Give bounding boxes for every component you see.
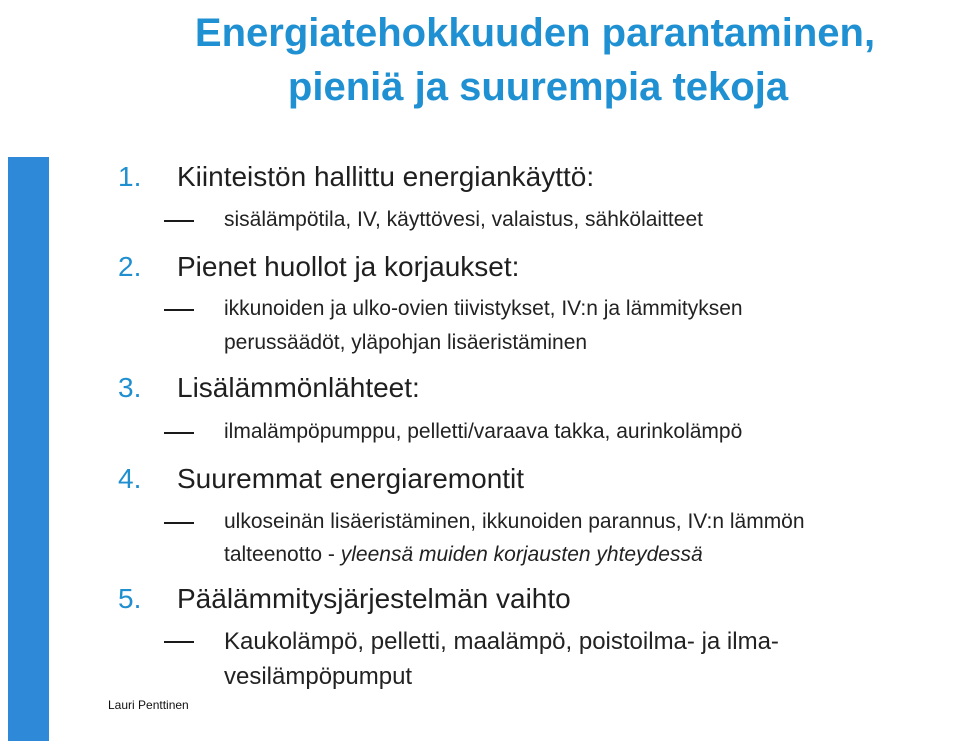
item-1-number: 1. bbox=[118, 161, 142, 192]
item-1-dash bbox=[164, 220, 194, 222]
item-2-number: 2. bbox=[118, 251, 142, 282]
item-4-detail-line-2 bbox=[224, 539, 960, 571]
item-4-number: 4. bbox=[118, 463, 142, 494]
item-5-dash bbox=[164, 641, 194, 643]
slide-title-line-1: Energiatehokkuuden parantaminen, bbox=[194, 11, 876, 55]
item-4-dash bbox=[164, 522, 194, 524]
item-2-detail-line-2: perussäädöt, yläpohjan lisäeristäminen bbox=[224, 331, 588, 354]
item-5-number: 5. bbox=[118, 583, 142, 614]
item-2-dash bbox=[164, 309, 194, 311]
item-3-number: 3. bbox=[118, 372, 142, 403]
item-3-dash bbox=[164, 432, 194, 434]
slide-title-line-2: pieniä ja suurempia tekoja bbox=[287, 65, 789, 109]
item-1-detail: sisälämpötila, IV, käyttövesi, valaistus, sähkölaitteet bbox=[224, 208, 703, 231]
item-4-heading: Suuremmat energiaremontit bbox=[177, 463, 525, 494]
item-3-heading: Lisälämmönlähteet: bbox=[177, 372, 420, 403]
item-2-heading: Pienet huollot ja korjaukset: bbox=[177, 251, 520, 282]
item-4-detail-plain: talteenotto - bbox=[224, 543, 341, 566]
item-2-detail-line-1: ikkunoiden ja ulko-ovien tiivistykset, IV:n ja lämmityksen bbox=[224, 297, 743, 320]
item-5-detail-line-1: Kaukolämpö, pelletti, maalämpö, poistoilma- ja ilma- bbox=[224, 628, 779, 655]
item-4-detail-italic: yleensä muiden korjausten yhteydessä bbox=[340, 543, 703, 566]
item-1-heading: Kiinteistön hallittu energiankäyttö: bbox=[177, 161, 595, 192]
footer-author: Lauri Penttinen bbox=[108, 698, 189, 712]
item-3-detail: ilmalämpöpumppu, pelletti/varaava takka, aurinkolämpö bbox=[224, 420, 743, 443]
item-5-detail-line-2: vesilämpöpumput bbox=[224, 663, 413, 690]
item-5-heading: Päälämmitysjärjestelmän vaihto bbox=[177, 583, 571, 614]
item-4-detail-line-1: ulkoseinän lisäeristäminen, ikkunoiden parannus, IV:n lämmön bbox=[224, 510, 805, 533]
